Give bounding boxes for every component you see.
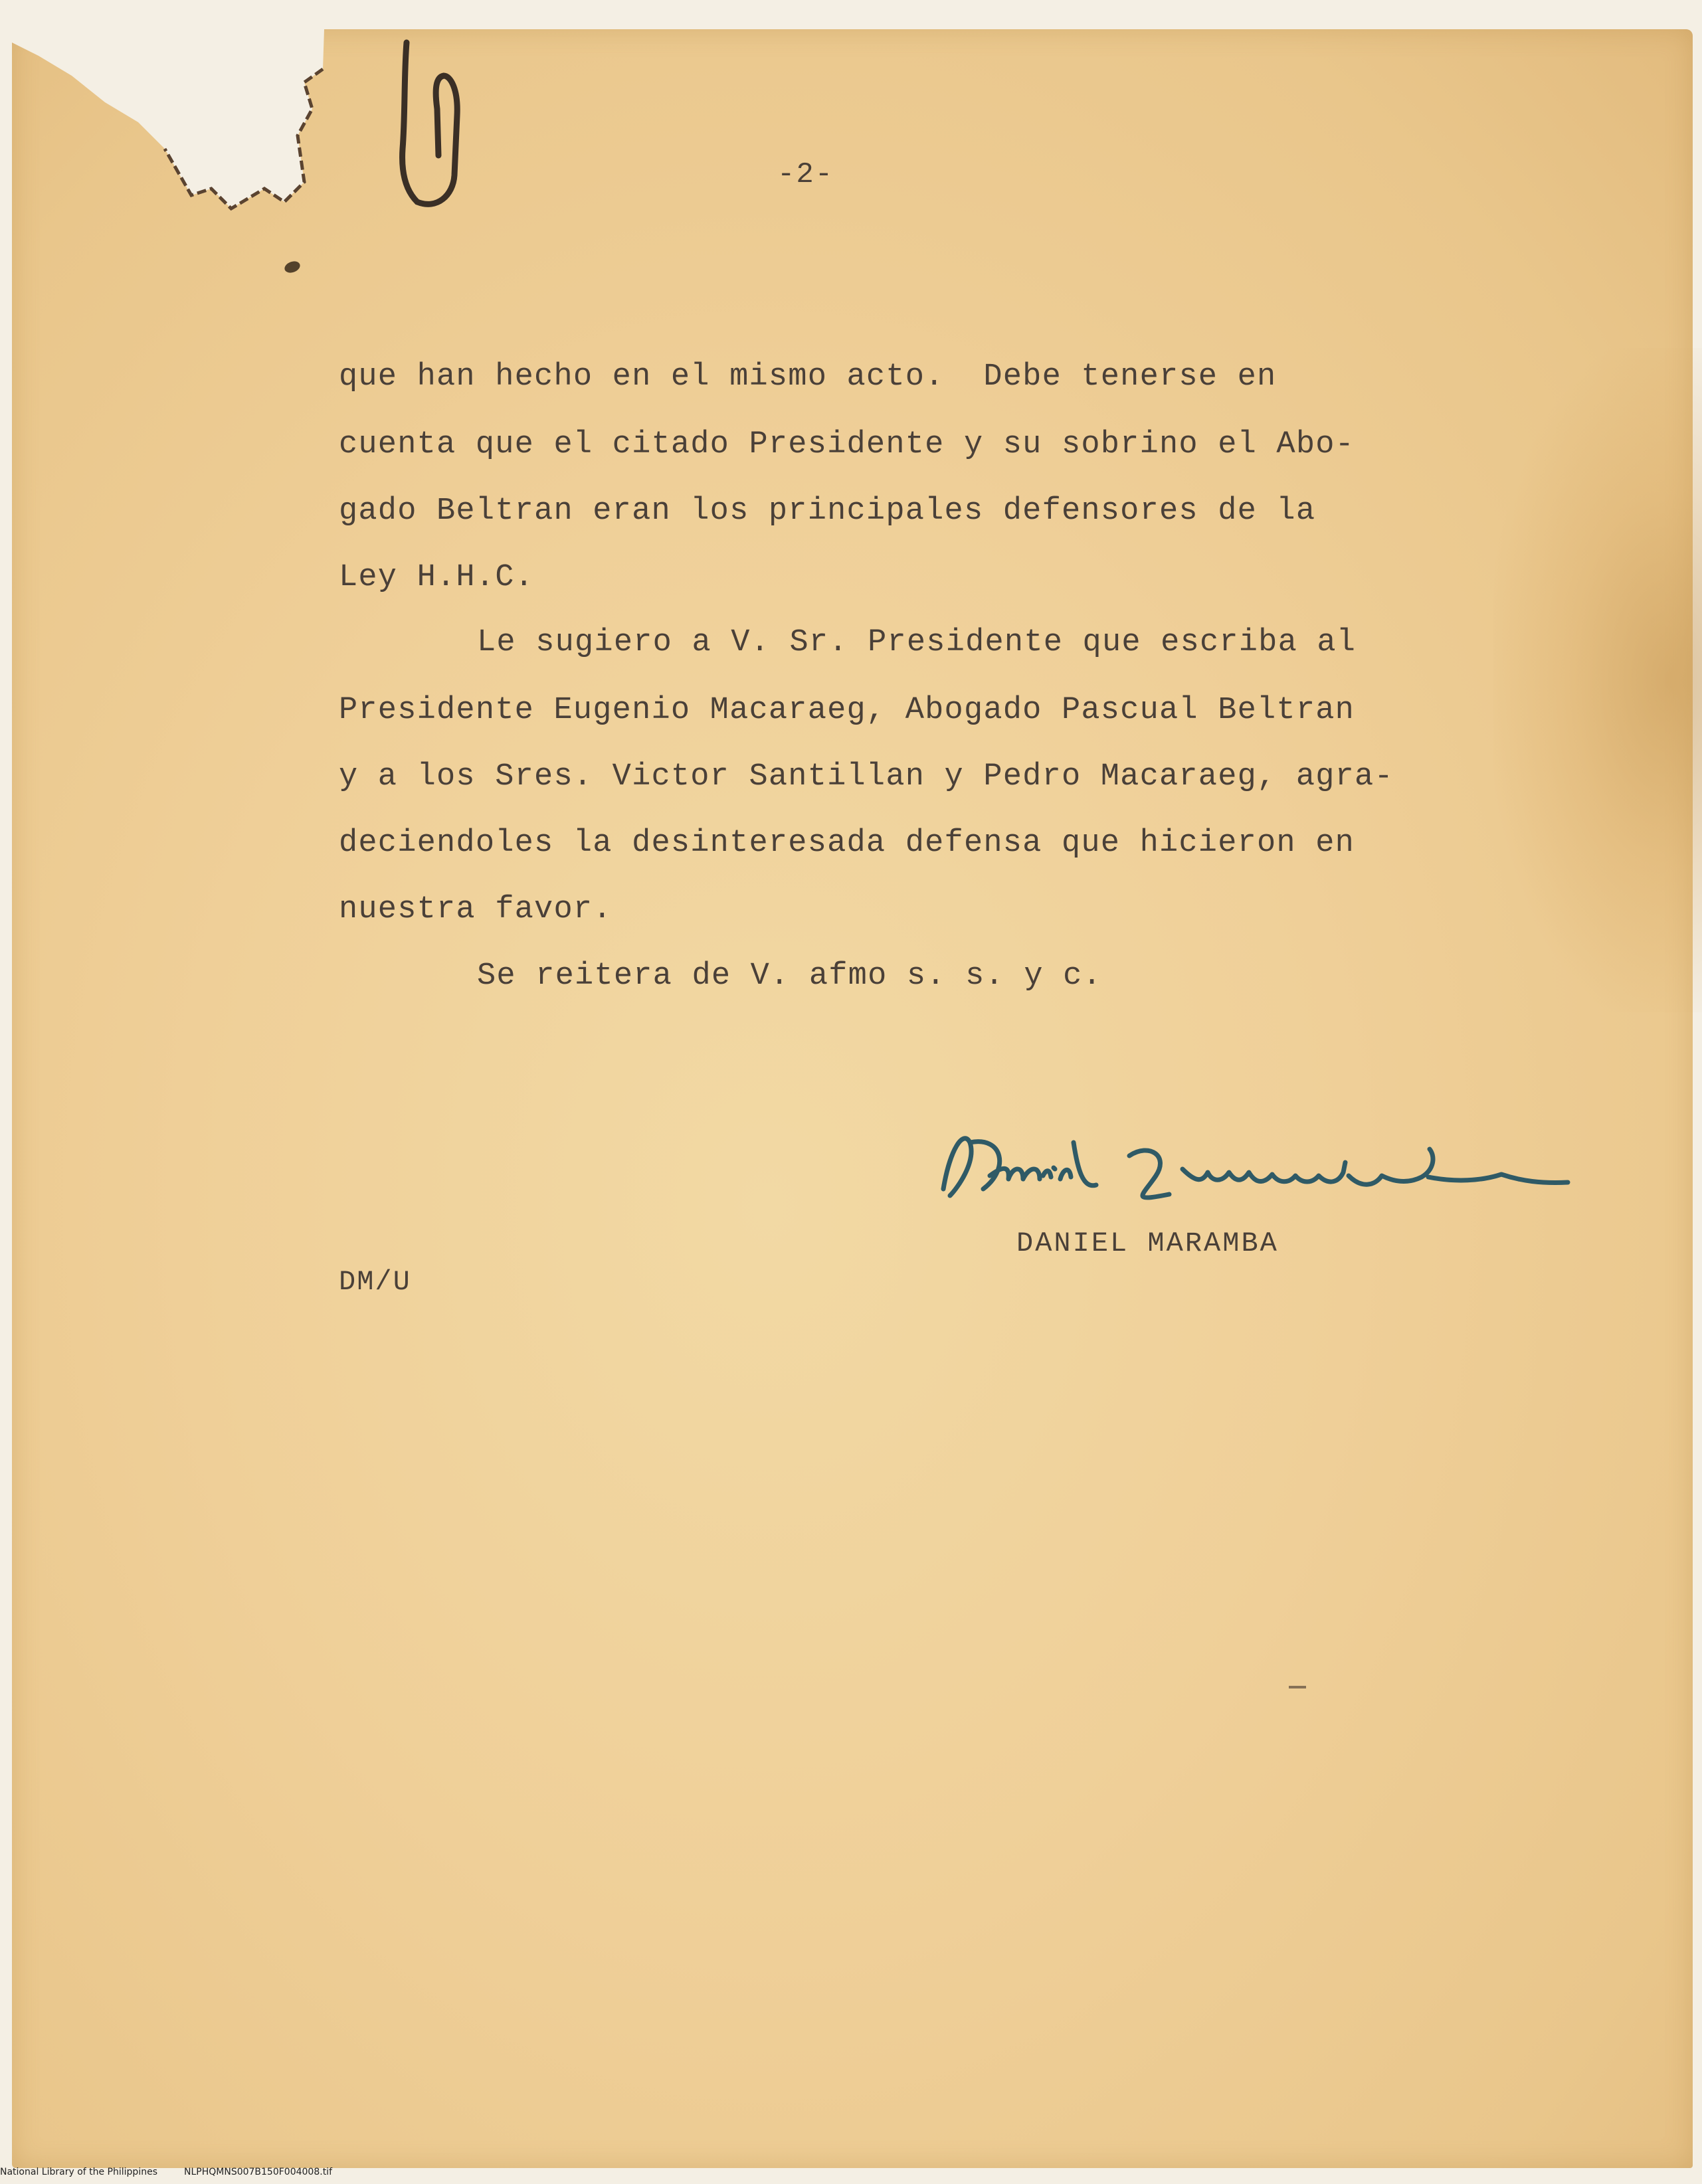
body-line: deciendoles la desinteresada defensa que hicieron en <box>339 826 1355 861</box>
body-line: cuenta que el citado Presidente y su sobrino el Abo- <box>339 427 1355 462</box>
pencil-mark <box>1289 1686 1306 1688</box>
ink-speck <box>283 259 302 274</box>
body-line: Le sugiero a V. Sr. Presidente que escriba al <box>477 625 1357 660</box>
document-page <box>12 29 1693 2168</box>
body-line: gado Beltran eran los principales defensores de la <box>339 494 1316 529</box>
torn-corner <box>12 29 331 228</box>
handwritten-signature <box>930 1103 1581 1222</box>
footer-file-id: NLPHQMNS007B150F004008.tif <box>184 2167 333 2177</box>
water-stain <box>1493 348 1702 1012</box>
closing-line: Se reitera de V. afmo s. s. y c. <box>477 958 1102 994</box>
footer-library: National Library of the Philippines <box>0 2167 157 2177</box>
page-number: -2- <box>777 158 834 191</box>
body-line: que han hecho en el mismo acto. Debe tenerse en <box>339 359 1277 395</box>
reference-initials: DM/U <box>339 1266 411 1298</box>
body-line: y a los Sres. Victor Santillan y Pedro Macaraeg, agra- <box>339 759 1394 794</box>
body-line: nuestra favor. <box>339 892 613 927</box>
body-line: Ley H.H.C. <box>339 560 535 595</box>
scan-footer <box>0 2167 332 2177</box>
body-line: Presidente Eugenio Macaraeg, Abogado Pascual Beltran <box>339 693 1355 728</box>
signer-name: DANIEL MARAMBA <box>1016 1228 1279 1259</box>
staple-mark <box>397 36 477 222</box>
